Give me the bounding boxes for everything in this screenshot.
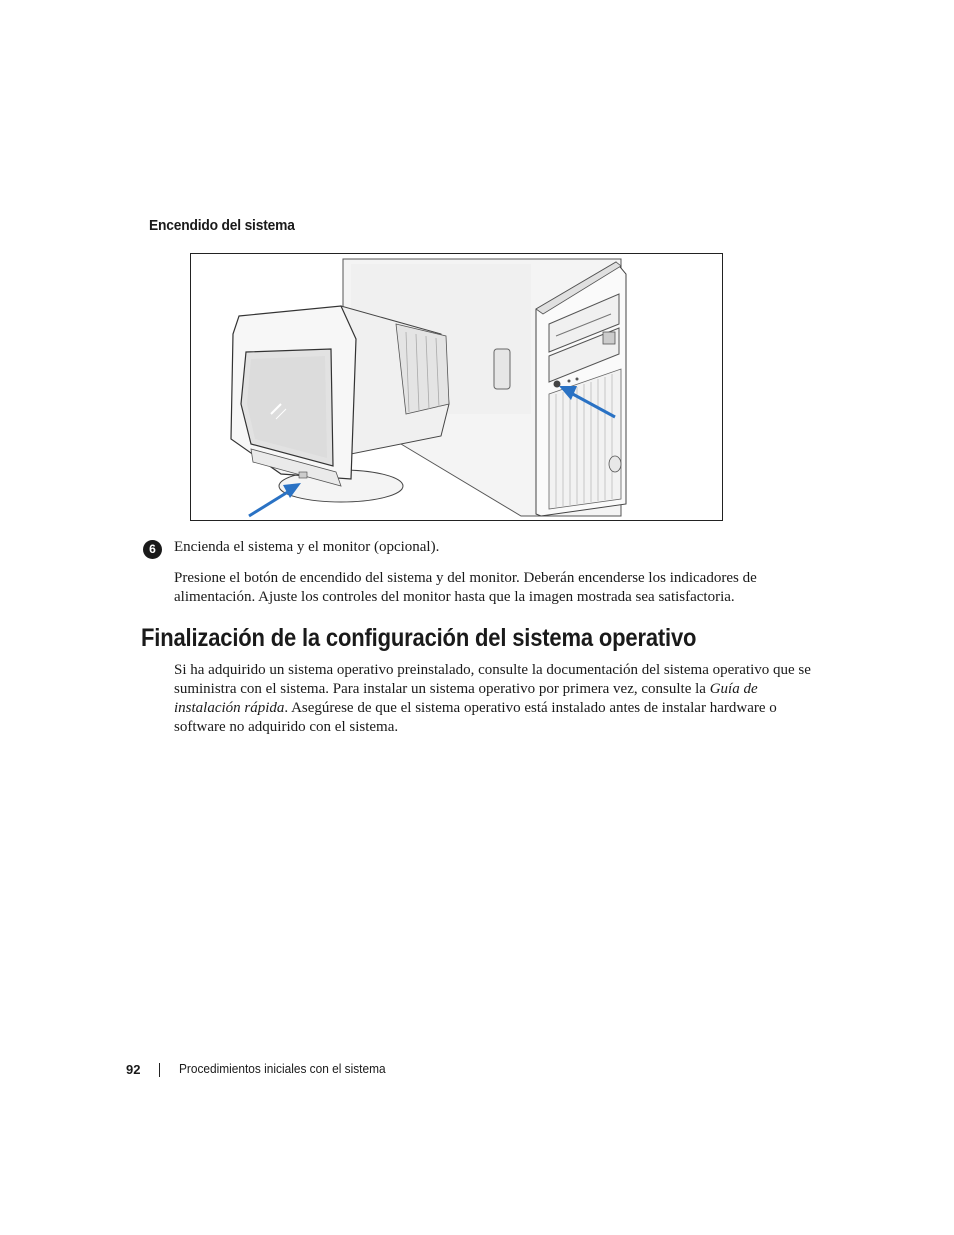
step-instruction: Encienda el sistema y el monitor (opcional).	[174, 539, 440, 555]
os-setup-paragraph	[174, 661, 814, 737]
monitor-illustration	[231, 306, 449, 516]
os-setup-text-part2: . Asegúrese de que el sistema operativo está instalado antes de instalar hardware o software no adquirido con el sistema.	[174, 700, 777, 735]
power-on-paragraph: Presione el botón de encendido del sistema y del monitor. Deberán encenderse los indicadores de alimentación. Ajuste los controles del monitor hasta que la imagen mostrada sea satisfactoria.	[174, 570, 757, 605]
figure-illustration	[190, 253, 723, 521]
quick-install-guide-title: Guía de instalación rápida	[174, 681, 758, 716]
section-heading: Finalización de la configuración del sistema operativo	[141, 624, 697, 652]
footer-title: Procedimientos iniciales con el sistema	[179, 1062, 386, 1076]
footer-divider	[159, 1063, 160, 1077]
os-setup-text-part1: Si ha adquirido un sistema operativo preinstalado, consulte la documentación del sistema operativo que se suministra con el sistema. Para instalar un sistema operativo por primera vez, consulte la	[174, 662, 811, 697]
section-subheading: Encendido del sistema	[149, 217, 295, 234]
page-number: 92	[126, 1062, 141, 1077]
step-number-badge: 6	[143, 540, 162, 559]
